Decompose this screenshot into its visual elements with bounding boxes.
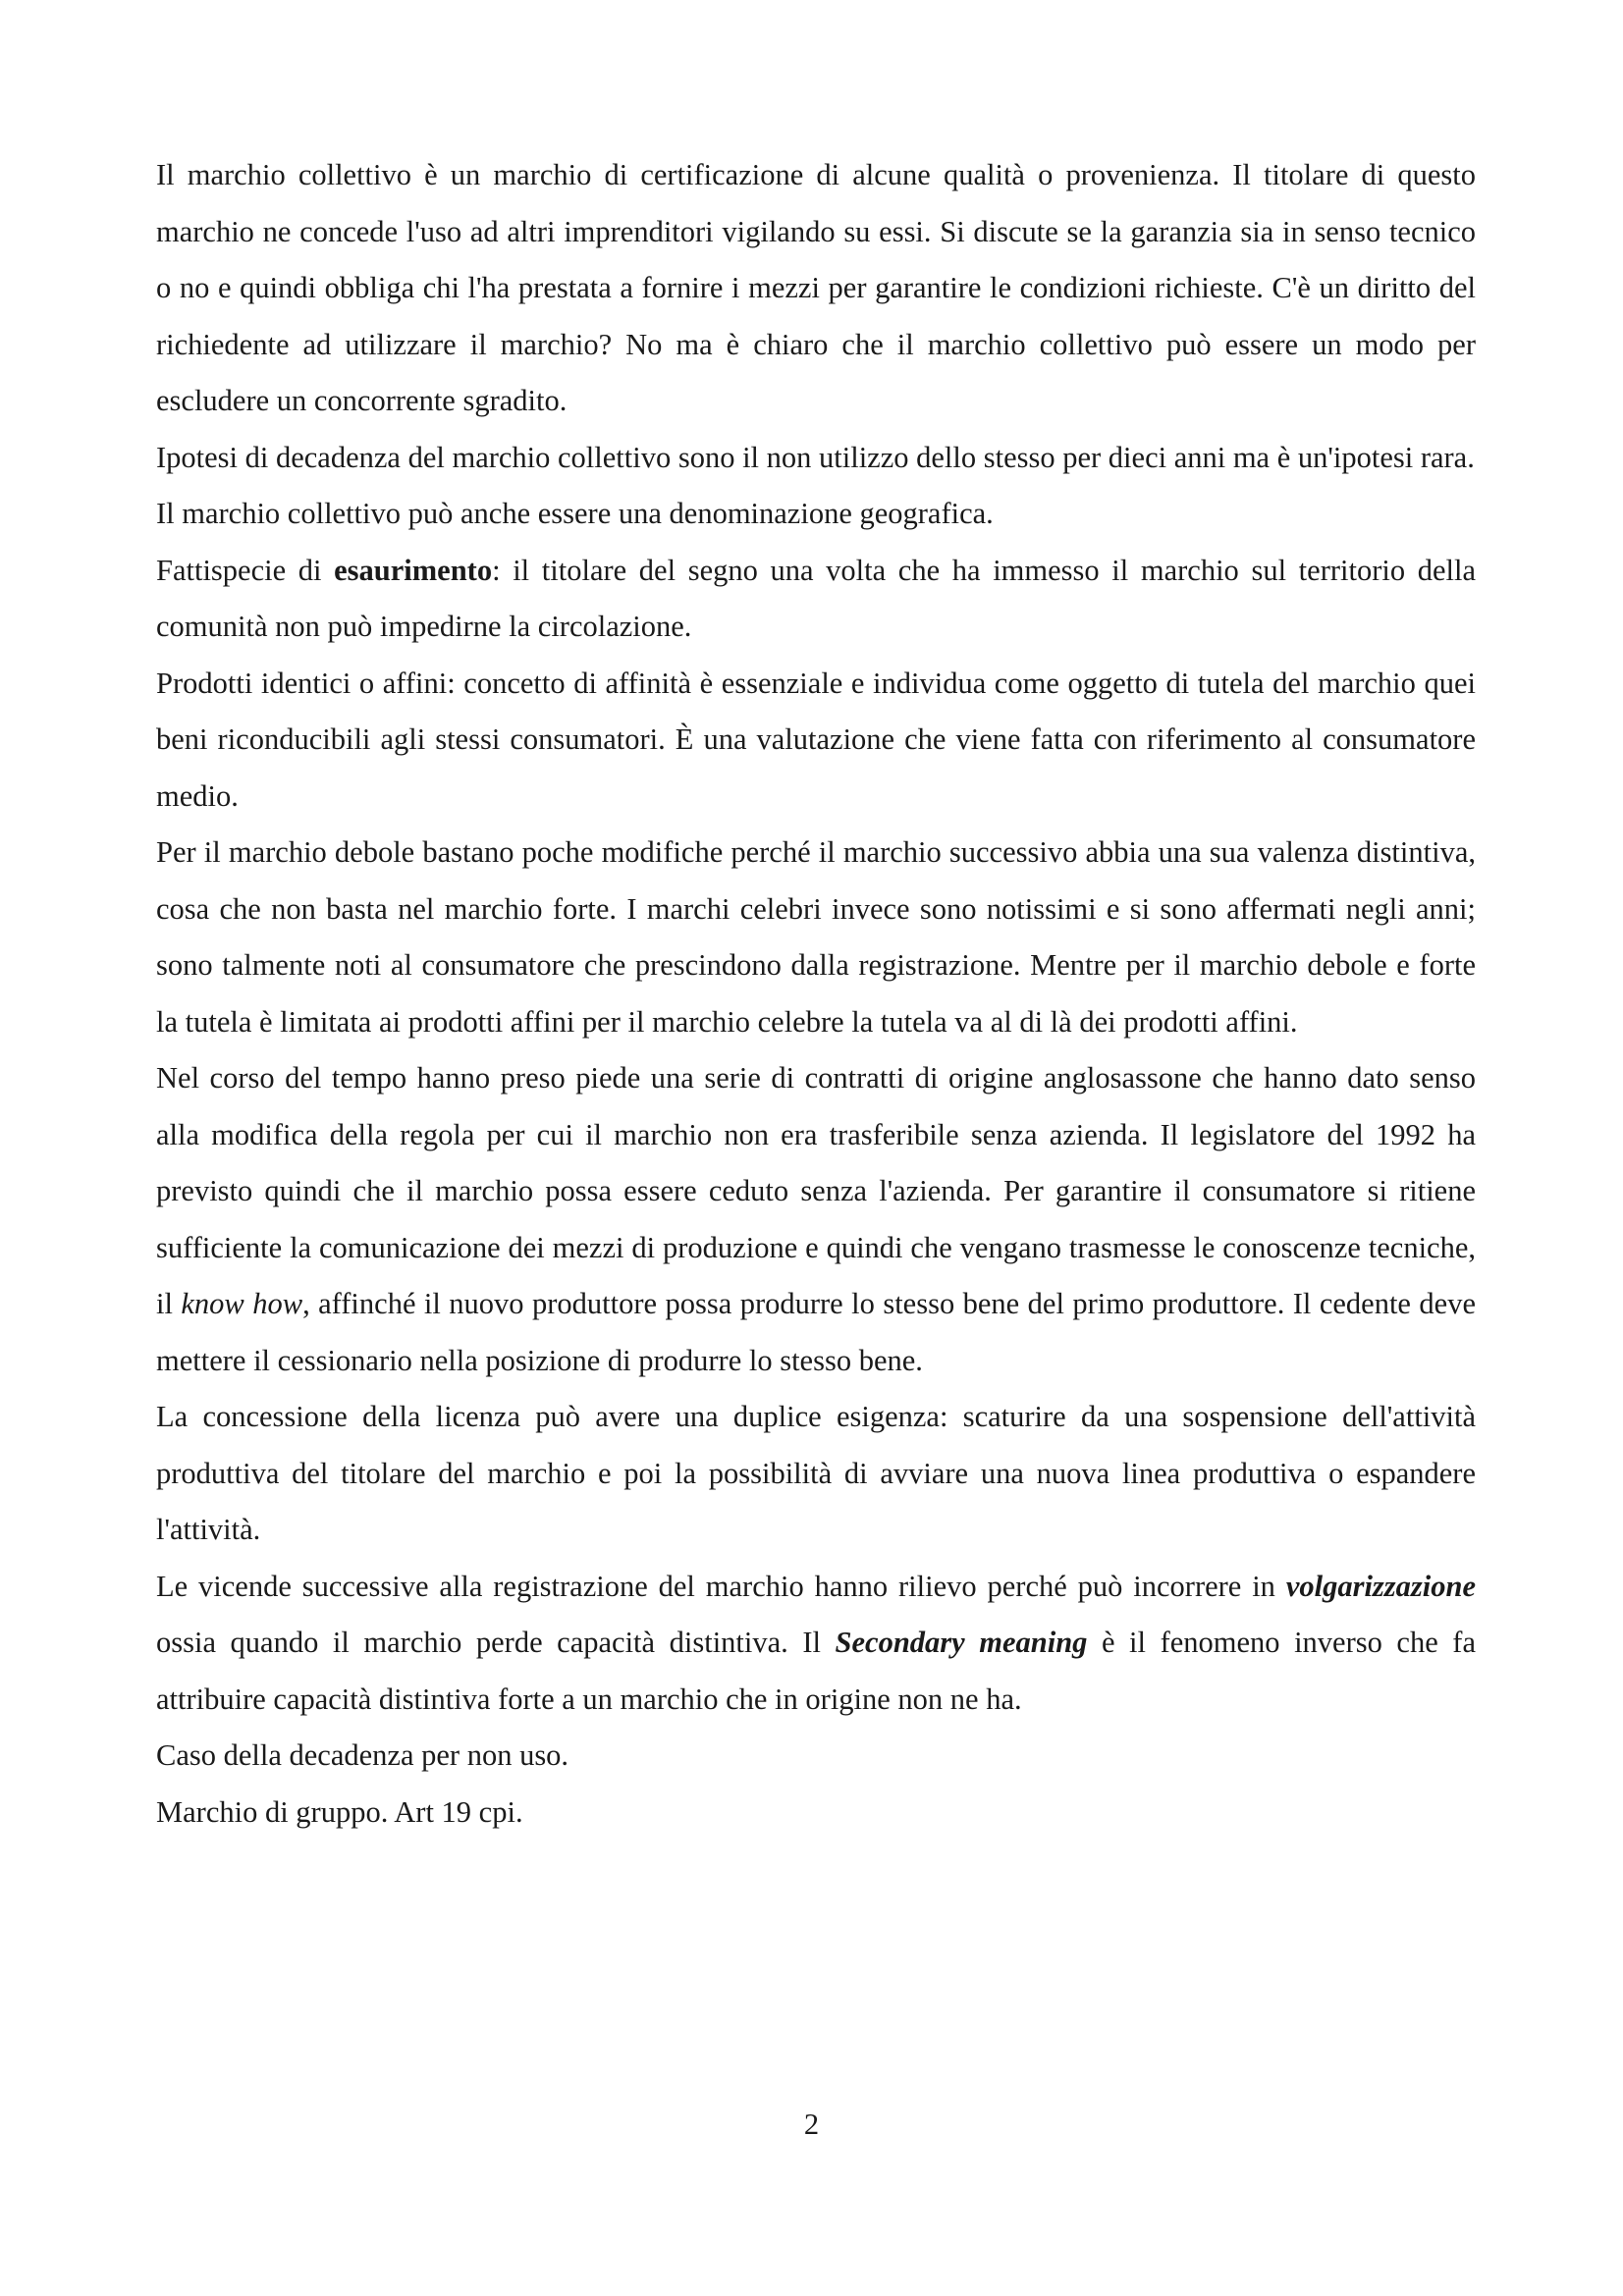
text-run: Fattispecie di [156,553,335,587]
text-run: Il marchio collettivo è un marchio di certificazione di alcune qualità o provenienza. Il titolare di questo marchio ne concede l'uso ad altri imprenditori vigilando su essi. Si discute se la garanzia sia in senso tecnico o no e quindi obbliga chi l'ha prestata a fornire i mezzi per garantire le condizioni richieste. C'è un diritto del richiedente ad utilizzare il marchio? No ma è chiaro che il marchio collettivo può essere un modo per escludere un concorrente sgradito. [156,158,1476,417]
emphasis-term: volgarizzazione [1285,1569,1476,1603]
paragraph [156,430,1476,487]
paragraph [156,1728,1476,1785]
text-run: , affinché il nuovo produttore possa produrre lo stesso bene del primo produttore. Il cedente deve mettere il cessionario nella posizione di produrre lo stesso bene. [156,1287,1476,1377]
emphasis-term: Secondary meaning [835,1626,1088,1659]
bold-term: esaurimento [334,553,493,587]
text-run: Per il marchio debole bastano poche modifiche perché il marchio successivo abbia una sua valenza distintiva, cosa che non basta nel marchio forte. I marchi celebri invece sono notissimi e si sono affermati negli anni; sono talmente noti al consumatore che prescindono dalla registrazione. Mentre per il marchio debole e forte la tutela è limitata ai prodotti affini per il marchio celebre la tutela va al di là dei prodotti affini. [156,835,1476,1039]
text-run: Caso della decadenza per non uso. [156,1738,569,1772]
text-run: : il titolare del segno una volta che ha immesso il marchio sul territorio della comunità non può impedirne la circolazione. [156,553,1476,643]
text-run: Ipotesi di decadenza del marchio collettivo sono il non utilizzo dello stesso per dieci anni ma è un'ipotesi rara. [156,440,1475,474]
paragraph [156,1785,1476,1842]
paragraph [156,1559,1476,1729]
paragraph [156,147,1476,430]
document-body [156,147,1476,1841]
italic-term: know how [181,1287,303,1320]
text-run: Nel corso del tempo hanno preso piede una serie di contratti di origine anglosassone che hanno dato senso alla modifica della regola per cui il marchio non era trasferibile senza azienda. Il legislatore del 1992 ha previsto quindi che il marchio possa essere ceduto senza l'azienda. Per garantire il consumatore si ritiene sufficiente la comunicazione dei mezzi di produzione e quindi che vengano trasmesse le conoscenze tecniche, il [156,1061,1476,1320]
paragraph [156,825,1476,1050]
paragraph [156,543,1476,656]
page-number: 2 [803,2108,820,2141]
text-run: Le vicende successive alla registrazione del marchio hanno rilievo perché può incorrere in [156,1569,1286,1603]
text-run: Prodotti identici o affini: concetto di affinità è essenziale e individua come oggetto di tutela del marchio quei beni riconducibili agli stessi consumatori. È una valutazione che viene fatta con riferimento al consumatore medio. [156,666,1476,813]
text-run: Marchio di gruppo. Art 19 cpi. [156,1794,523,1829]
paragraph [156,656,1476,826]
paragraph [156,1389,1476,1559]
text-run: ossia quando il marchio perde capacità distintiva. Il [156,1626,836,1659]
text-run: è il fenomeno inverso che fa attribuire capacità distintiva forte a un marchio che in origine non ne ha. [156,1626,1476,1716]
paragraph [156,1050,1476,1389]
text-run: La concessione della licenza può avere una duplice esigenza: scaturire da una sospensione dell'attività produttiva del titolare del marchio e poi la possibilità di avviare una nuova linea produttiva o espandere l'attività. [156,1400,1476,1546]
paragraph [156,486,1476,543]
text-run: Il marchio collettivo può anche essere una denominazione geografica. [156,497,994,530]
